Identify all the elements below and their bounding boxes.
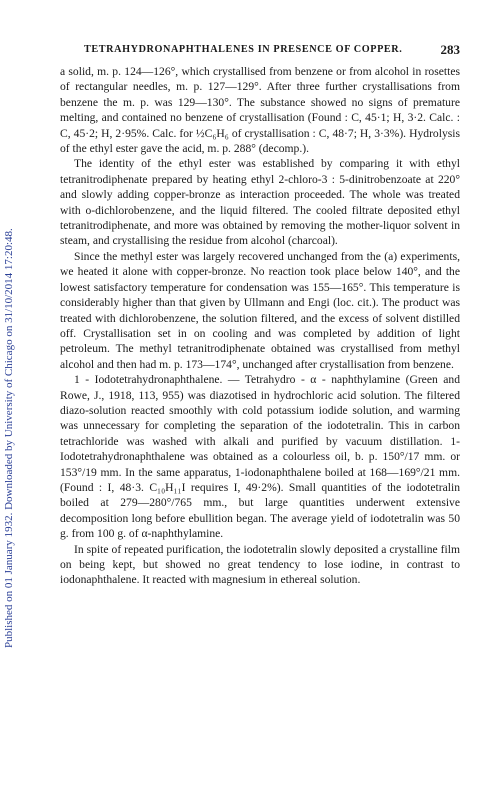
page-number: 283 bbox=[440, 42, 460, 57]
paragraph-2: The identity of the ethyl ester was established by comparing it with ethyl tetranitrodiphenate prepared by heating ethyl 2-chloro-3 : 5-dinitrobenzoate at 220° and slowly adding copper-bronze as interaction proceeded. The whole was treated with o-dichlorobenzene, and the liquid filtered. The cooled filtrate deposited ethyl tetranitrodiphenate, and more was obtained by removing the mother-liquor solvent in steam, and crystallising the residue from alcohol (charcoal). bbox=[60, 157, 460, 248]
paragraph-3: Since the methyl ester was largely recovered unchanged from the (a) experiments, we heated it alone with copper-bronze. No reaction took place below 140°, and the lowest satisfactory temperature for condensation was 155—165°. This temperature is considerably higher than that given by Ullmann and Engi (loc. cit.). The product was treated with dichlorobenzene, the solution filtered, and the excess of solvent distilled off. Crystallisation set in on cooling and was completed by addition of light petroleum. The methyl tetranitrodiphenate obtained was crystallised from methyl alcohol and then had m. p. 173—174°, unchanged after crystallisation from benzene. bbox=[60, 249, 460, 371]
paragraph-4: 1 - Iodotetrahydronaphthalene. — Tetrahydro - α - naphthylamine (Green and Rowe, J., 1918, 113, 955) was diazotised in hydrochloric acid solution. The filtered diazo-solution reacted smoothly with cold potassium iodide solution, and warming was unnecessary for completing the separation of the iodotetralin. This in carbon tetrachloride was washed with alkali and purified by vacuum distillation. 1-Iodotetrahydronaphthalene was obtained as a colourless oil, b. p. 150°/17 mm. or 153°/19 mm. In the same apparatus, 1-iodonaphthalene boiled at 168—169°/21 mm. (Found : I, 48·3. C₁₀H₁₁I requires I, 49·2%). Small quantities of the iodotetralin boiled at 279—280°/765 mm., but large quantities underwent extensive decomposition long before ebullition began. The average yield of iodotetralin was 50 g. from 100 g. of α-naphthylamine. bbox=[60, 373, 460, 541]
article-body bbox=[60, 64, 460, 588]
page-header bbox=[60, 44, 460, 60]
paragraph-5: In spite of repeated purification, the iodotetralin slowly deposited a crystalline film on being kept, but showed no great tendency to lose iodine, in contrast to iodonaphthalene. It reacted with magnesium in ethereal solution. bbox=[60, 542, 460, 587]
margin-note-text: Published on 01 January 1932. Downloaded by University of Chicago on 31/10/2014 17:20:48. bbox=[3, 228, 15, 648]
paragraph-1: a solid, m. p. 124—126°, which crystallised from benzene or from alcohol in rosettes of rectangular needles, m. p. 127—129°. After three further crystallisations from benzene the m. p. was 129—130°. The substance showed no signs of premature melting, and contained no benzene of crystallisation (Found : C, 45·1; H, 3·2. Calc. : C, 45·2; H, 2·95%. Calc. for ½C₆H₆ of crystallisation : C, 48·7; H, 3·3%). Hydrolysis of the ethyl ester gave the acid, m. p. 288° (decomp.). bbox=[60, 65, 460, 156]
publication-margin-note bbox=[0, 0, 14, 792]
running-title: TETRAHYDRONAPHTHALENES IN PRESENCE OF COPPER. bbox=[84, 44, 403, 55]
